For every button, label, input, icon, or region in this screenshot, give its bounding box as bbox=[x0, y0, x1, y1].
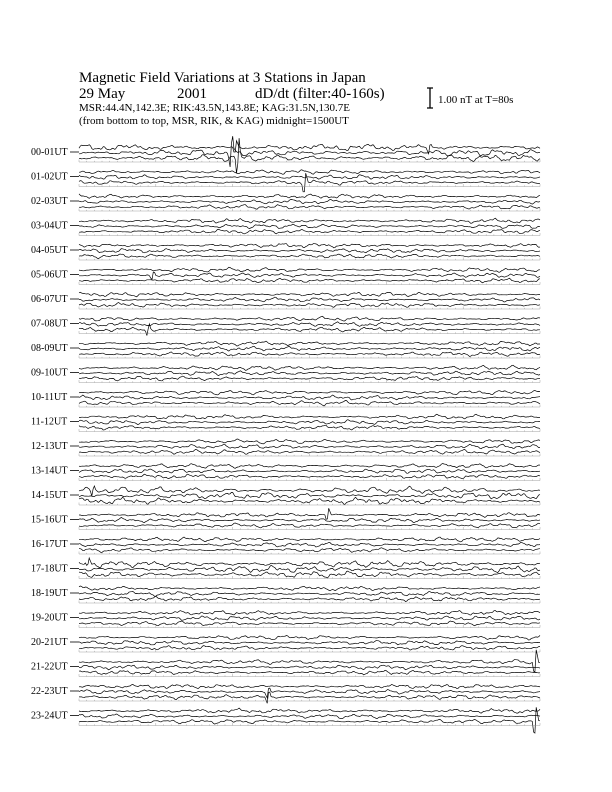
hour-row bbox=[31, 508, 540, 529]
trace-rik bbox=[79, 272, 540, 280]
trace-kag bbox=[79, 650, 540, 672]
minute-axis bbox=[79, 380, 540, 383]
trace-kag bbox=[79, 537, 540, 542]
hour-label: 19-20UT bbox=[31, 612, 68, 624]
trace-rik bbox=[79, 591, 540, 596]
trace-kag bbox=[79, 508, 540, 519]
trace-rik bbox=[79, 200, 540, 205]
trace-kag bbox=[79, 292, 540, 297]
hour-label: 02-03UT bbox=[31, 196, 68, 207]
hour-row bbox=[31, 267, 540, 284]
trace-kag bbox=[79, 341, 540, 346]
hour-label: 08-09UT bbox=[31, 343, 68, 354]
date-year: 2001 bbox=[177, 86, 207, 102]
trace-rik bbox=[79, 665, 540, 670]
trace-kag bbox=[79, 486, 540, 496]
minute-axis bbox=[79, 454, 540, 457]
minute-axis bbox=[79, 209, 540, 212]
hour-row bbox=[31, 537, 540, 554]
hour-row bbox=[31, 194, 540, 211]
minute-axis bbox=[79, 552, 540, 555]
trace-msr bbox=[79, 692, 540, 703]
trace-kag bbox=[79, 708, 540, 713]
trace-rik bbox=[79, 136, 540, 167]
hour-label: 11-12UT bbox=[31, 416, 68, 428]
minute-axis bbox=[79, 527, 540, 530]
hour-label: 10-11UT bbox=[31, 392, 68, 403]
hour-label: 17-18UT bbox=[31, 563, 68, 575]
hour-label: 05-06UT bbox=[31, 269, 68, 281]
trace-msr bbox=[79, 449, 540, 454]
trace-kag bbox=[79, 316, 540, 321]
trace-rik bbox=[79, 395, 540, 400]
trace-rik bbox=[79, 714, 540, 719]
trace-kag bbox=[79, 635, 540, 640]
trace-kag bbox=[79, 586, 540, 591]
trace-kag bbox=[79, 464, 540, 469]
hour-row bbox=[31, 218, 540, 235]
hour-label: 20-21UT bbox=[31, 637, 68, 648]
component-filter: dD/dt (filter:40-160s) bbox=[255, 86, 385, 102]
scale-bar-label: 1.00 nT at T=80s bbox=[438, 94, 514, 106]
hour-label: 06-07UT bbox=[31, 294, 68, 305]
minute-axis bbox=[79, 478, 540, 481]
trace-rik bbox=[79, 420, 540, 425]
trace-kag bbox=[79, 267, 540, 272]
minute-axis bbox=[79, 576, 540, 579]
trace-kag bbox=[79, 684, 540, 688]
trace-msr bbox=[79, 173, 540, 192]
hour-row bbox=[31, 439, 540, 456]
trace-kag bbox=[79, 141, 540, 154]
trace-kag bbox=[79, 218, 540, 223]
trace-msr bbox=[79, 646, 540, 650]
trace-kag bbox=[79, 365, 540, 370]
hour-row bbox=[31, 486, 540, 505]
hour-row bbox=[31, 464, 540, 481]
date-day: 29 May bbox=[79, 86, 126, 102]
trace-rik bbox=[79, 444, 540, 449]
trace-msr bbox=[79, 670, 540, 674]
trace-kag bbox=[79, 170, 540, 175]
trace-kag bbox=[79, 391, 540, 395]
trace-rik bbox=[79, 517, 540, 522]
minute-axis bbox=[79, 429, 540, 432]
hour-row bbox=[31, 341, 540, 358]
hour-label: 23-24UT bbox=[31, 710, 68, 722]
hour-row bbox=[31, 244, 540, 260]
hour-label: 03-04UT bbox=[31, 220, 68, 232]
hour-row bbox=[31, 684, 540, 703]
minute-axis bbox=[79, 405, 540, 408]
trace-rik bbox=[79, 641, 540, 645]
trace-kag bbox=[79, 194, 540, 198]
trace-rik bbox=[79, 175, 540, 179]
hour-row bbox=[31, 586, 540, 603]
trace-rik bbox=[79, 616, 540, 620]
scale-bar bbox=[427, 88, 433, 108]
hour-label: 13-14UT bbox=[31, 465, 68, 477]
hour-label: 14-15UT bbox=[31, 490, 68, 501]
trace-rik bbox=[79, 688, 540, 698]
trace-rik bbox=[79, 322, 540, 327]
minute-axis bbox=[79, 258, 540, 261]
trace-kag bbox=[79, 244, 540, 248]
minute-axis bbox=[79, 650, 540, 653]
minute-axis bbox=[79, 674, 540, 677]
hour-row bbox=[31, 650, 540, 677]
trace-order-note: (from bottom to top, MSR, RIK, & KAG) midnight=1500UT bbox=[79, 115, 349, 127]
hour-row bbox=[31, 292, 540, 309]
hour-label: 00-01UT bbox=[31, 147, 68, 158]
hour-label: 15-16UT bbox=[31, 514, 68, 526]
hour-row bbox=[31, 635, 540, 652]
hour-row bbox=[31, 136, 540, 173]
minute-axis bbox=[79, 184, 540, 187]
chart-title: Magnetic Field Variations at 3 Stations in Japan bbox=[79, 70, 366, 86]
trace-msr bbox=[79, 707, 540, 733]
hour-label: 04-05UT bbox=[31, 245, 68, 256]
hour-row bbox=[31, 316, 540, 335]
hour-label: 01-02UT bbox=[31, 171, 68, 183]
hour-label: 07-08UT bbox=[31, 318, 68, 330]
trace-kag bbox=[79, 611, 540, 616]
trace-rik bbox=[79, 492, 540, 498]
trace-rik bbox=[79, 224, 540, 228]
minute-axis bbox=[79, 625, 540, 628]
trace-rik bbox=[79, 346, 540, 351]
trace-rik bbox=[79, 297, 540, 302]
minute-axis bbox=[79, 723, 540, 726]
minute-axis bbox=[79, 331, 540, 334]
trace-rik bbox=[79, 542, 540, 547]
hour-row bbox=[31, 707, 540, 733]
trace-rik bbox=[79, 469, 540, 473]
hour-row bbox=[31, 391, 540, 408]
station-coordinates: MSR:44.4N,142.3E; RIK:43.5N,143.8E; KAG:31.5N,130.7E bbox=[79, 102, 351, 114]
trace-msr bbox=[79, 138, 540, 173]
hour-label: 18-19UT bbox=[31, 588, 68, 599]
trace-rik bbox=[79, 371, 540, 376]
trace-kag bbox=[79, 414, 540, 419]
trace-rik bbox=[79, 565, 540, 572]
minute-axis bbox=[79, 699, 540, 702]
hour-row bbox=[31, 611, 540, 628]
hour-row bbox=[31, 170, 540, 192]
hour-row bbox=[31, 414, 540, 431]
hour-row bbox=[31, 365, 540, 382]
minute-axis bbox=[79, 282, 540, 285]
minute-axis bbox=[79, 233, 540, 236]
trace-kag bbox=[79, 439, 540, 444]
hour-label: 16-17UT bbox=[31, 539, 68, 550]
hour-label: 21-22UT bbox=[31, 661, 68, 673]
hour-row bbox=[31, 558, 540, 579]
trace-rik bbox=[79, 249, 540, 253]
hour-label: 12-13UT bbox=[31, 441, 68, 452]
hour-label: 09-10UT bbox=[31, 367, 68, 379]
hour-label: 22-23UT bbox=[31, 686, 68, 697]
minute-axis bbox=[79, 307, 540, 310]
trace-kag bbox=[79, 558, 540, 568]
